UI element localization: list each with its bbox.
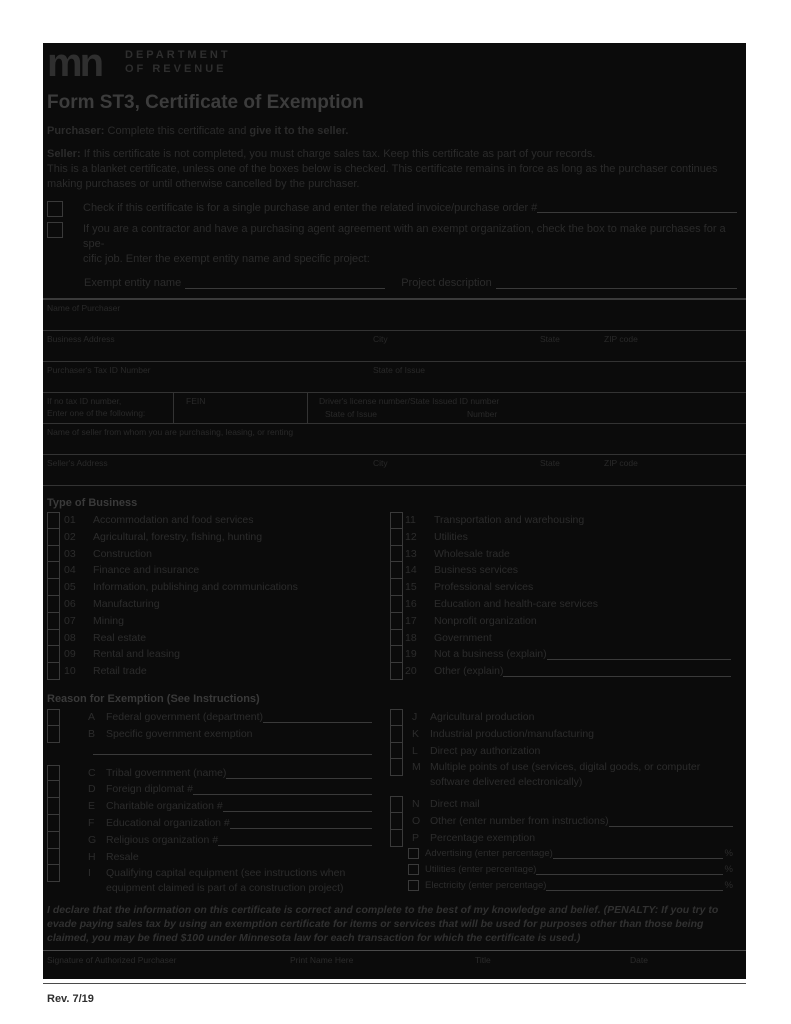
reason-letter: C [88,766,96,779]
advertising-percentage-field[interactable] [553,847,723,859]
state-of-issue-label: State of Issue [373,365,425,375]
grid-divider [173,393,174,423]
blanket-text: This is a blanket certificate, unless one of the boxes below is checked. This certificate remains in force as long as the purchaser continues making purchases or until otherwise cancelled by the purchaser. [47,163,718,190]
reason-checkbox-O[interactable] [390,813,403,830]
business-checkbox-12[interactable] [390,529,403,546]
percentage-row [408,863,737,879]
seller-text: If this certificate is not completed, you must charge sales tax. Keep this certificate as part of your records. [83,148,596,160]
name-of-purchaser-label: Name of Purchaser [47,303,121,313]
business-label: Utilities [434,530,468,543]
print-name-label: Print Name Here [290,955,354,966]
reason-label: Direct mail [430,798,480,811]
business-right-column [390,512,737,680]
project-description-field[interactable] [496,277,737,289]
revision-label: Rev. 7/19 [47,993,94,1006]
business-code: 09 [64,648,76,661]
name-of-purchaser-row[interactable] [43,300,746,331]
reason-letter: A [88,710,96,723]
business-item [47,630,390,647]
business-left-column [47,512,390,680]
city-label: City [373,334,388,344]
drivers-license-label: Driver's license number/State Issued ID number [319,396,500,406]
business-checkbox-19[interactable] [390,646,403,663]
business-code: 13 [405,547,417,560]
business-code: 14 [405,564,417,577]
purchaser-bold-text: give it to the seller. [249,125,349,137]
reason-label: Other (enter number from instructions) [430,815,609,828]
business-item [47,562,390,579]
reason-label-line1: Qualifying capital equipment (see instructions when [106,867,346,880]
seller-address-label: Seller's Address [47,458,108,468]
reason-item [47,781,390,798]
reason-label: Percentage exemption [430,831,536,844]
other-explain-field[interactable] [503,665,731,677]
educational-org-field[interactable] [230,817,372,829]
reason-label [430,759,700,790]
reason-item [390,830,737,847]
type-of-business-title: Type of Business [47,497,138,509]
advertising-label: Advertising (enter percentage) [425,847,553,859]
reason-letter: H [88,850,96,863]
business-checkbox-20[interactable] [390,663,403,680]
dl-number-label: Number [467,409,498,419]
reason-letter: K [412,727,420,740]
reason-item [47,865,390,896]
business-code: 12 [405,530,417,543]
certificate-options [47,201,737,289]
business-code: 02 [64,530,76,543]
business-item [390,663,737,680]
dept-line1: DEPARTMENT [125,49,231,61]
purchaser-instruction [47,124,737,139]
business-item [47,512,390,529]
electricity-checkbox[interactable] [408,880,419,891]
business-code: 17 [405,614,417,627]
business-code: 11 [405,514,416,526]
reason-letter: J [412,710,418,723]
business-label: Nonprofit organization [434,614,537,627]
purchaser-seller-grid [43,298,746,486]
business-label: Information, publishing and communications [93,581,298,594]
business-checkbox-06[interactable] [47,596,60,613]
business-code: 18 [405,631,417,644]
reason-for-exemption-section [47,693,737,896]
business-item [47,529,390,546]
contractor-line1: If you are a contractor and have a purchasing agent agreement with an exempt organization, check the box to make purchases for a spe- [83,223,726,250]
business-item [47,646,390,663]
business-label: Education and health-care services [434,597,599,610]
business-item [47,663,390,680]
reason-label: Agricultural production [430,710,535,723]
state-label: State [540,334,560,344]
reason-label: Tribal government (name) [106,766,227,779]
signature-label: Signature of Authorized Purchaser [47,955,177,966]
business-checkbox-08[interactable] [47,630,60,647]
business-checkbox-17[interactable] [390,613,403,630]
business-checkbox-18[interactable] [390,630,403,647]
contractor-row [47,222,737,267]
business-address-label: Business Address [47,334,115,344]
business-code: 15 [405,581,417,594]
reason-item [47,798,390,815]
business-label: Government [434,631,492,644]
reason-checkbox-P[interactable] [390,830,403,847]
business-label: Retail trade [93,665,147,678]
reason-letter: P [412,831,420,844]
seller-label: Seller: [47,148,81,160]
business-checkbox-11[interactable] [390,512,403,529]
contractor-text [83,222,737,267]
zip-label: ZIP code [604,334,638,344]
percent-sign: % [724,847,733,859]
business-checkbox-09[interactable] [47,646,60,663]
seller-instruction [47,147,737,192]
business-label: Transportation and warehousing [434,514,585,526]
reason-checkbox-M[interactable] [390,759,403,776]
business-checkbox-14[interactable] [390,562,403,579]
business-checkbox-04[interactable] [47,562,60,579]
tribal-name-field[interactable] [226,767,372,779]
business-code: 19 [405,648,417,661]
reason-checkbox-A[interactable] [47,709,60,726]
not-a-business-explain-field[interactable] [547,648,731,660]
business-code: 08 [64,631,76,644]
single-purchase-row [47,201,737,217]
business-label: Mining [93,614,124,627]
utilities-percentage-field[interactable] [536,863,722,875]
reason-title: Reason for Exemption (See Instructions) [47,692,260,705]
specific-exemption-write-row [47,743,390,757]
exempt-entity-label: Exempt entity name [84,277,182,289]
reason-label: Specific government exemption [106,727,253,740]
tax-id-label: Purchaser's Tax ID Number [47,365,151,375]
reason-item [390,743,737,760]
business-label: Other (explain) [434,665,504,678]
seller-name-row[interactable] [43,424,746,455]
reason-label [106,865,345,896]
reason-label-line2: equipment claimed is part of a construction project) [106,882,344,895]
business-checkbox-16[interactable] [390,596,403,613]
mn-logo: mn [47,41,101,85]
business-item [47,613,390,630]
contractor-checkbox[interactable] [47,222,63,238]
utilities-checkbox[interactable] [408,864,419,875]
reason-label: Federal government (department) [106,710,263,723]
reason-label: Foreign diplomat # [106,783,193,796]
percentage-row [408,847,737,863]
reason-label-line2: software delivered electronically) [430,776,583,789]
exempt-entity-field[interactable] [185,277,385,289]
reason-label-line1: Multiple points of use (services, digital goods, or computer [430,761,701,774]
business-item [390,546,737,563]
federal-department-field[interactable] [263,711,372,723]
contractor-line2: cific job. Enter the exempt entity name and specific project: [83,253,370,265]
business-label: Real estate [93,631,147,644]
electricity-percentage-field[interactable] [546,879,722,891]
fein-label: FEIN [186,396,206,406]
religious-org-field[interactable] [218,834,372,846]
reason-checkbox-L[interactable] [390,743,403,760]
business-code: 01 [64,514,76,526]
date-label: Date [630,955,648,966]
dept-line2: OF REVENUE [125,63,227,75]
other-number-field[interactable] [609,815,733,827]
reason-label: Industrial production/manufacturing [430,727,595,740]
reason-letter: G [88,833,97,846]
state-label: State [540,458,560,468]
reason-letter: E [88,800,96,813]
business-checkbox-02[interactable] [47,529,60,546]
reason-letter: M [412,761,421,774]
specific-exemption-field[interactable] [93,743,372,755]
business-item [390,529,737,546]
business-label: Agricultural, forestry, fishing, hunting [93,530,263,543]
reason-left-column [47,709,390,896]
business-item [390,630,737,647]
single-purchase-checkbox[interactable] [47,201,63,217]
reason-item [47,765,390,782]
reason-item [47,709,390,726]
business-label: Construction [93,547,152,560]
advertising-checkbox[interactable] [408,848,419,859]
department-of-revenue-wordmark [125,48,231,76]
no-tax-id-row[interactable] [43,393,746,424]
business-item [47,579,390,596]
percentage-row [408,879,737,895]
business-code: 04 [64,564,76,577]
reason-checkbox-G[interactable] [47,832,60,849]
business-code: 05 [64,581,76,594]
reason-letter: B [88,727,96,740]
reason-checkbox-D[interactable] [47,781,60,798]
reason-checkbox-I[interactable] [47,865,60,882]
business-item [390,512,737,529]
reason-letter: F [88,816,95,829]
city-label: City [373,458,388,468]
business-item [390,613,737,630]
business-checkbox-01[interactable] [47,512,60,529]
reason-checkbox-H[interactable] [47,849,60,866]
dl-state-of-issue-label: State of Issue [325,409,377,419]
reason-checkbox-J[interactable] [390,709,403,726]
business-checkbox-15[interactable] [390,579,403,596]
single-purchase-text [83,201,737,216]
reason-item [390,726,737,743]
business-checkbox-05[interactable] [47,579,60,596]
business-label: Manufacturing [93,597,160,610]
reason-item [47,726,390,743]
tax-id-row[interactable] [43,362,746,393]
reason-checkbox-B[interactable] [47,726,60,743]
signature-section [43,950,746,983]
form-st3 [43,41,746,1006]
business-checkbox-10[interactable] [47,663,60,680]
business-code: 16 [405,597,417,610]
business-label: Wholesale trade [434,547,510,560]
reason-checkbox-F[interactable] [47,815,60,832]
reason-item [47,815,390,832]
reason-checkbox-N[interactable] [390,796,403,813]
business-item [390,562,737,579]
reason-right-column [390,709,737,895]
form-title: Form ST3, Certificate of Exemption [47,92,364,113]
reason-label: Direct pay authorization [430,744,541,757]
reason-item [47,849,390,866]
no-tax-id-line1: If no tax ID number, [47,396,122,406]
zip-label: ZIP code [604,458,638,468]
business-item [47,596,390,613]
no-tax-id-line2: Enter one of the following: [47,408,146,418]
business-item [390,596,737,613]
reason-label: Religious organization # [106,833,219,846]
business-code: 10 [64,665,76,678]
utilities-label: Utilities (enter percentage) [425,863,537,875]
exempt-entity-row [84,271,737,289]
business-code: 07 [64,614,76,627]
charitable-org-field[interactable] [223,800,372,812]
reason-label: Charitable organization # [106,800,223,813]
business-item [390,646,737,663]
reason-item [390,813,737,830]
reason-letter: D [88,783,96,796]
percent-sign: % [724,863,733,875]
seller-name-label: Name of seller from whom you are purchasing, leasing, or renting [47,427,294,437]
business-item [47,546,390,563]
electricity-label: Electricity (enter percentage) [425,879,547,891]
reason-label: Educational organization # [106,816,230,829]
penalty-declaration: I declare that the information on this certificate is correct and complete to the best of my knowledge and belief. (PENALTY: If you try to evade paying sales tax by using an exemption certificate for items or services that will be used for purposes other than those being claimed, you may be fined $100 under Minnesota law for each transaction for which the certificate is used.) [47,904,719,945]
foreign-diplomat-field[interactable] [193,783,372,795]
business-checkbox-13[interactable] [390,546,403,563]
grid-divider [307,393,308,423]
business-item [390,579,737,596]
business-code: 03 [64,547,76,560]
purchaser-text: Complete this certificate and [107,125,247,137]
business-label: Rental and leasing [93,648,180,661]
business-label: Professional services [434,581,534,594]
reason-item [390,796,737,813]
business-code: 20 [405,665,417,678]
business-checkbox-07[interactable] [47,613,60,630]
reason-checkbox-C[interactable] [47,765,60,782]
reason-item [390,709,737,726]
type-of-business-section [47,497,737,680]
header [47,41,737,85]
business-address-row[interactable] [43,331,746,362]
percent-sign: % [724,879,733,891]
business-code: 06 [64,597,76,610]
project-description-label: Project description [401,277,492,289]
single-purchase-label: Check if this certificate is for a single purchase and enter the related invoice/purchase order # [83,202,538,214]
reason-label: Resale [106,850,139,863]
seller-address-row[interactable] [43,455,746,486]
reason-item [47,832,390,849]
reason-letter: I [88,867,91,880]
business-label: Business services [434,564,519,577]
signature-line[interactable] [43,983,746,984]
business-label: Finance and insurance [93,564,200,577]
invoice-number-field[interactable] [537,201,737,213]
business-label: Not a business (explain) [434,648,547,661]
purchaser-label: Purchaser: [47,125,105,137]
reason-letter: L [412,744,418,757]
title-label: Title [475,955,491,966]
business-checkbox-03[interactable] [47,546,60,563]
reason-item [390,759,737,790]
reason-letter: O [412,815,421,828]
reason-letter: N [412,798,420,811]
reason-checkbox-E[interactable] [47,798,60,815]
reason-checkbox-K[interactable] [390,726,403,743]
business-label: Accommodation and food services [93,514,254,526]
